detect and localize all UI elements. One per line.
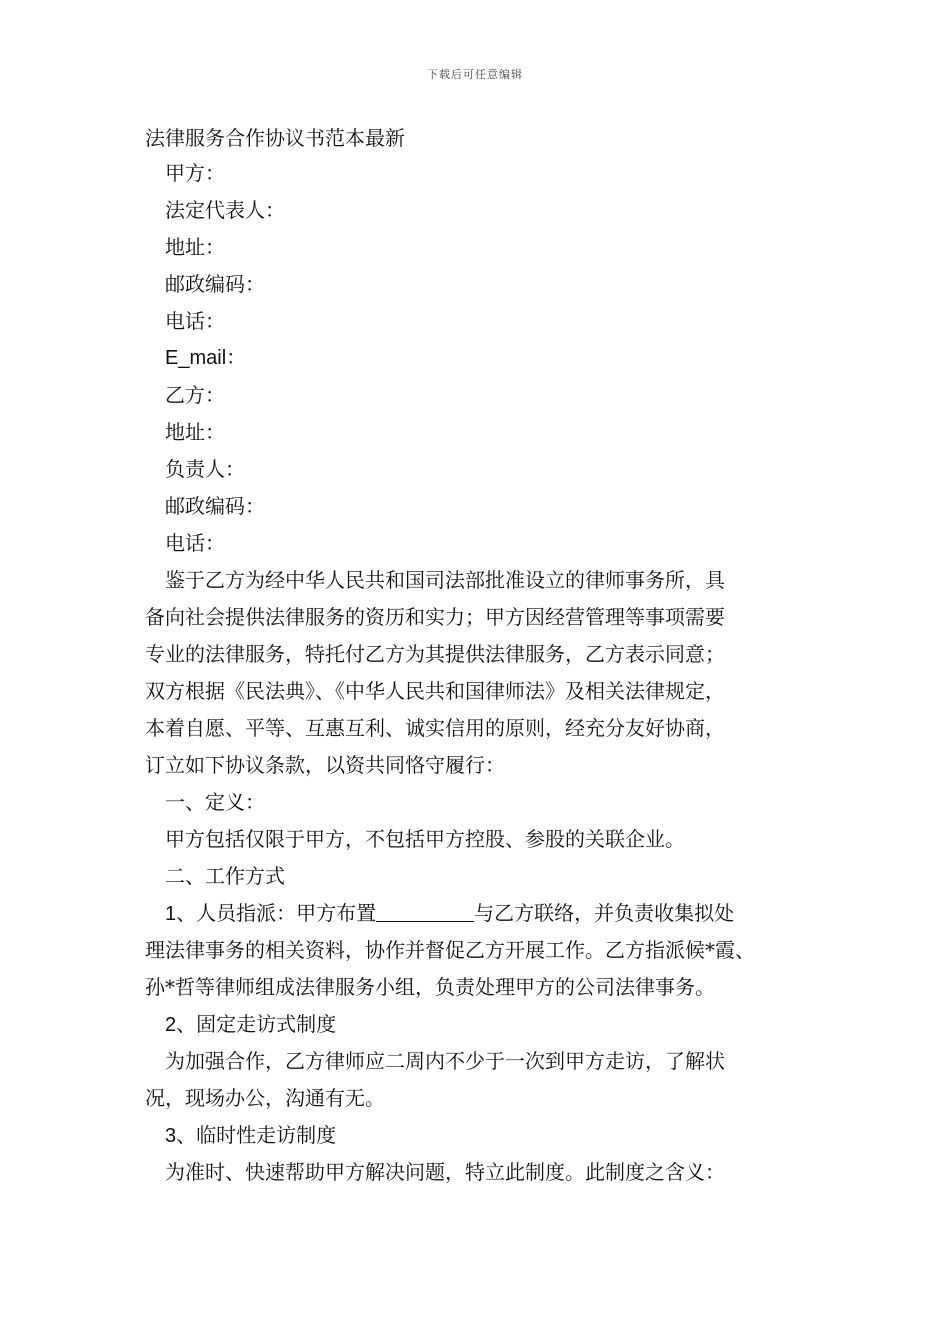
party-a-address: 地址： — [165, 235, 225, 259]
item-1-text-post: 与乙方联络，并负责收集拟处 — [474, 901, 735, 925]
item-1-line-1 — [145, 898, 825, 935]
item-3-title: 、临时性走访制度 — [176, 1123, 337, 1147]
party-a-label: 甲方： — [165, 161, 225, 185]
preamble-line: 备向社会提供法律服务的资历和实力；甲方因经营管理等事项需要 — [145, 605, 725, 629]
item-3-number: 3 — [165, 1125, 177, 1147]
party-b-label: 乙方： — [165, 383, 225, 407]
party-b-address: 地址： — [165, 420, 225, 444]
item-2-number: 2 — [165, 1014, 177, 1036]
party-a-postcode: 邮政编码： — [165, 272, 265, 296]
page-header: 下载后可任意编辑 — [427, 68, 523, 81]
section-1-text: 甲方包括仅限于甲方，不包括甲方控股、参股的关联企业。 — [165, 827, 685, 851]
party-b-phone: 电话： — [165, 531, 225, 555]
preamble-line: 本着自愿、平等、互惠互利、诚实信用的原则，经充分友好协商， — [145, 716, 725, 740]
item-2-line-2: 况，现场办公，沟通有无。 — [145, 1086, 385, 1110]
preamble-line: 专业的法律服务，特托付乙方为其提供法律服务，乙方表示同意； — [145, 642, 725, 666]
document-title: 法律服务合作协议书范本最新 — [145, 126, 405, 150]
fill-in-blank — [376, 901, 474, 922]
item-2-line-1: 为加强合作，乙方律师应二周内不少于一次到甲方走访，了解状 — [165, 1049, 725, 1073]
document-body — [145, 158, 825, 1194]
preamble-line: 鉴于乙方为经中华人民共和国司法部批准设立的律师事务所，具 — [165, 568, 725, 592]
party-a-rep: 法定代表人： — [165, 198, 285, 222]
section-2-heading: 二、工作方式 — [165, 864, 285, 888]
item-2-heading — [145, 1009, 825, 1046]
item-2-title: 、固定走访式制度 — [176, 1012, 337, 1036]
item-1-number: 1 — [165, 903, 177, 925]
item-3-line-1: 为准时、快速帮助甲方解决问题，特立此制度。此制度之含义： — [165, 1160, 725, 1184]
party-a-email: E_mail： — [165, 347, 247, 369]
item-1-line-3: 孙*哲等律师组成法律服务小组，负责处理甲方的公司法律事务。 — [145, 975, 715, 999]
item-1-text-pre: 、人员指派：甲方布置 — [176, 901, 377, 925]
item-1-line-2: 理法律事务的相关资料，协作并督促乙方开展工作。乙方指派候*霞、 — [145, 938, 755, 962]
section-1-heading: 一、定义： — [165, 790, 265, 814]
preamble-line: 订立如下协议条款，以资共同恪守履行： — [145, 753, 505, 777]
preamble-line: 双方根据《民法典》、《中华人民共和国律师法》及相关法律规定， — [145, 679, 725, 703]
item-3-heading — [145, 1120, 825, 1157]
party-b-person: 负责人： — [165, 457, 245, 481]
party-b-postcode: 邮政编码： — [165, 494, 265, 518]
party-a-phone: 电话： — [165, 309, 225, 333]
